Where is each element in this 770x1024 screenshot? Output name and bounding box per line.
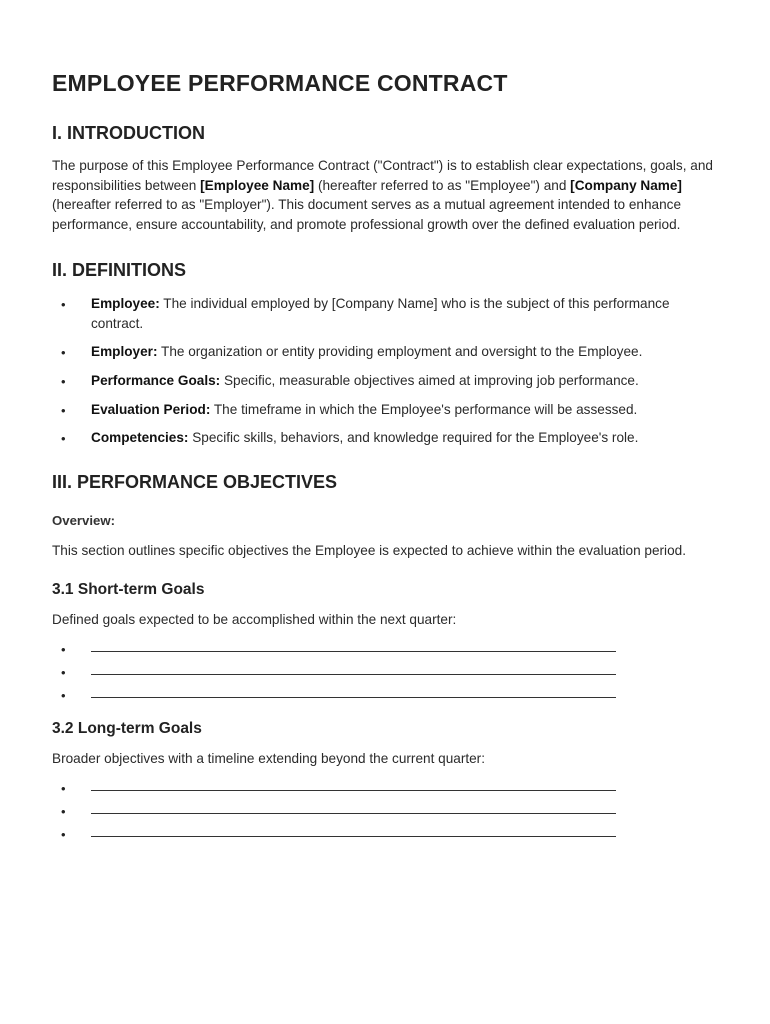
goal-blank-line[interactable] — [52, 685, 718, 704]
long-term-goals-description: Broader objectives with a timeline extending beyond the current quarter: — [52, 751, 485, 767]
section-heading-introduction: I. INTRODUCTION — [52, 123, 205, 143]
definition-term: Employer: — [91, 344, 158, 360]
intro-text-part2: (hereafter referred to as "Employee") and — [314, 177, 571, 193]
overview-label: Overview: — [52, 513, 116, 529]
intro-text-part1: The purpose of this Employee Performance Contract ("Contract") is to establish clear expectations, goals, and responsibilities between — [52, 158, 713, 193]
document-title: EMPLOYEE PERFORMANCE CONTRACT — [52, 70, 508, 96]
overview-paragraph: This section outlines specific objectives the Employee is expected to achieve within the evaluation period. — [52, 542, 686, 558]
intro-text-part3: (hereafter referred to as "Employer"). This document serves as a mutual agreement intended to enhance performance, ensure accountability, and promote professional growth over the defined evaluation period. — [52, 197, 682, 233]
definition-text: The individual employed by [Company Name] who is the subject of this performance contract. — [91, 295, 670, 331]
introduction-paragraph — [52, 156, 718, 235]
long-term-goals-list — [52, 778, 718, 842]
bullet-icon: • — [61, 780, 66, 796]
definition-term: Evaluation Period: — [91, 401, 211, 417]
subsection-heading-long-term-goals: 3.2 Long-term Goals — [52, 720, 202, 738]
definition-text: Specific, measurable objectives aimed at improving job performance. — [220, 372, 639, 388]
definition-item-employer — [52, 342, 718, 362]
definition-text: The timeframe in which the Employee's performance will be assessed. — [210, 401, 638, 417]
section-heading-definitions: II. DEFINITIONS — [52, 259, 187, 280]
goal-blank-line[interactable] — [52, 662, 718, 681]
short-term-goals-list — [52, 639, 718, 704]
bullet-icon: • — [61, 803, 66, 819]
definition-text: The organization or entity providing employment and oversight to the Employee. — [157, 344, 643, 360]
fill-in-line[interactable] — [91, 824, 616, 837]
definition-term: Competencies: — [91, 430, 189, 446]
definition-item-competencies — [52, 428, 718, 448]
bullet-icon: • — [61, 373, 66, 389]
bullet-icon: • — [61, 642, 66, 658]
fill-in-line[interactable] — [91, 639, 616, 652]
bullet-icon: • — [61, 345, 66, 361]
goal-blank-line[interactable] — [52, 824, 718, 842]
goal-blank-line[interactable] — [52, 639, 718, 658]
definition-text: Specific skills, behaviors, and knowledge required for the Employee's role. — [188, 430, 639, 446]
employee-name-placeholder: [Employee Name] — [200, 177, 315, 193]
fill-in-line[interactable] — [91, 685, 616, 698]
bullet-icon: • — [61, 688, 66, 704]
short-term-goals-description: Defined goals expected to be accomplished within the next quarter: — [52, 612, 457, 628]
subsection-heading-short-term-goals: 3.1 Short-term Goals — [52, 581, 205, 599]
company-name-placeholder: [Company Name] — [570, 177, 682, 193]
definitions-list — [52, 294, 718, 448]
bullet-icon: • — [61, 402, 66, 418]
definition-term: Performance Goals: — [91, 372, 221, 388]
bullet-icon: • — [61, 665, 66, 681]
bullet-icon: • — [61, 431, 66, 447]
definition-term: Employee: — [91, 295, 160, 311]
fill-in-line[interactable] — [91, 778, 616, 791]
definition-item-performance-goals — [52, 371, 718, 391]
goal-blank-line[interactable] — [52, 801, 718, 819]
bullet-icon: • — [61, 296, 66, 312]
fill-in-line[interactable] — [91, 801, 616, 814]
definition-item-employee — [52, 294, 718, 333]
goal-blank-line[interactable] — [52, 778, 718, 796]
fill-in-line[interactable] — [91, 662, 616, 675]
section-heading-performance-objectives: III. PERFORMANCE OBJECTIVES — [52, 472, 338, 493]
definition-item-evaluation-period — [52, 400, 718, 420]
bullet-icon: • — [61, 826, 66, 842]
